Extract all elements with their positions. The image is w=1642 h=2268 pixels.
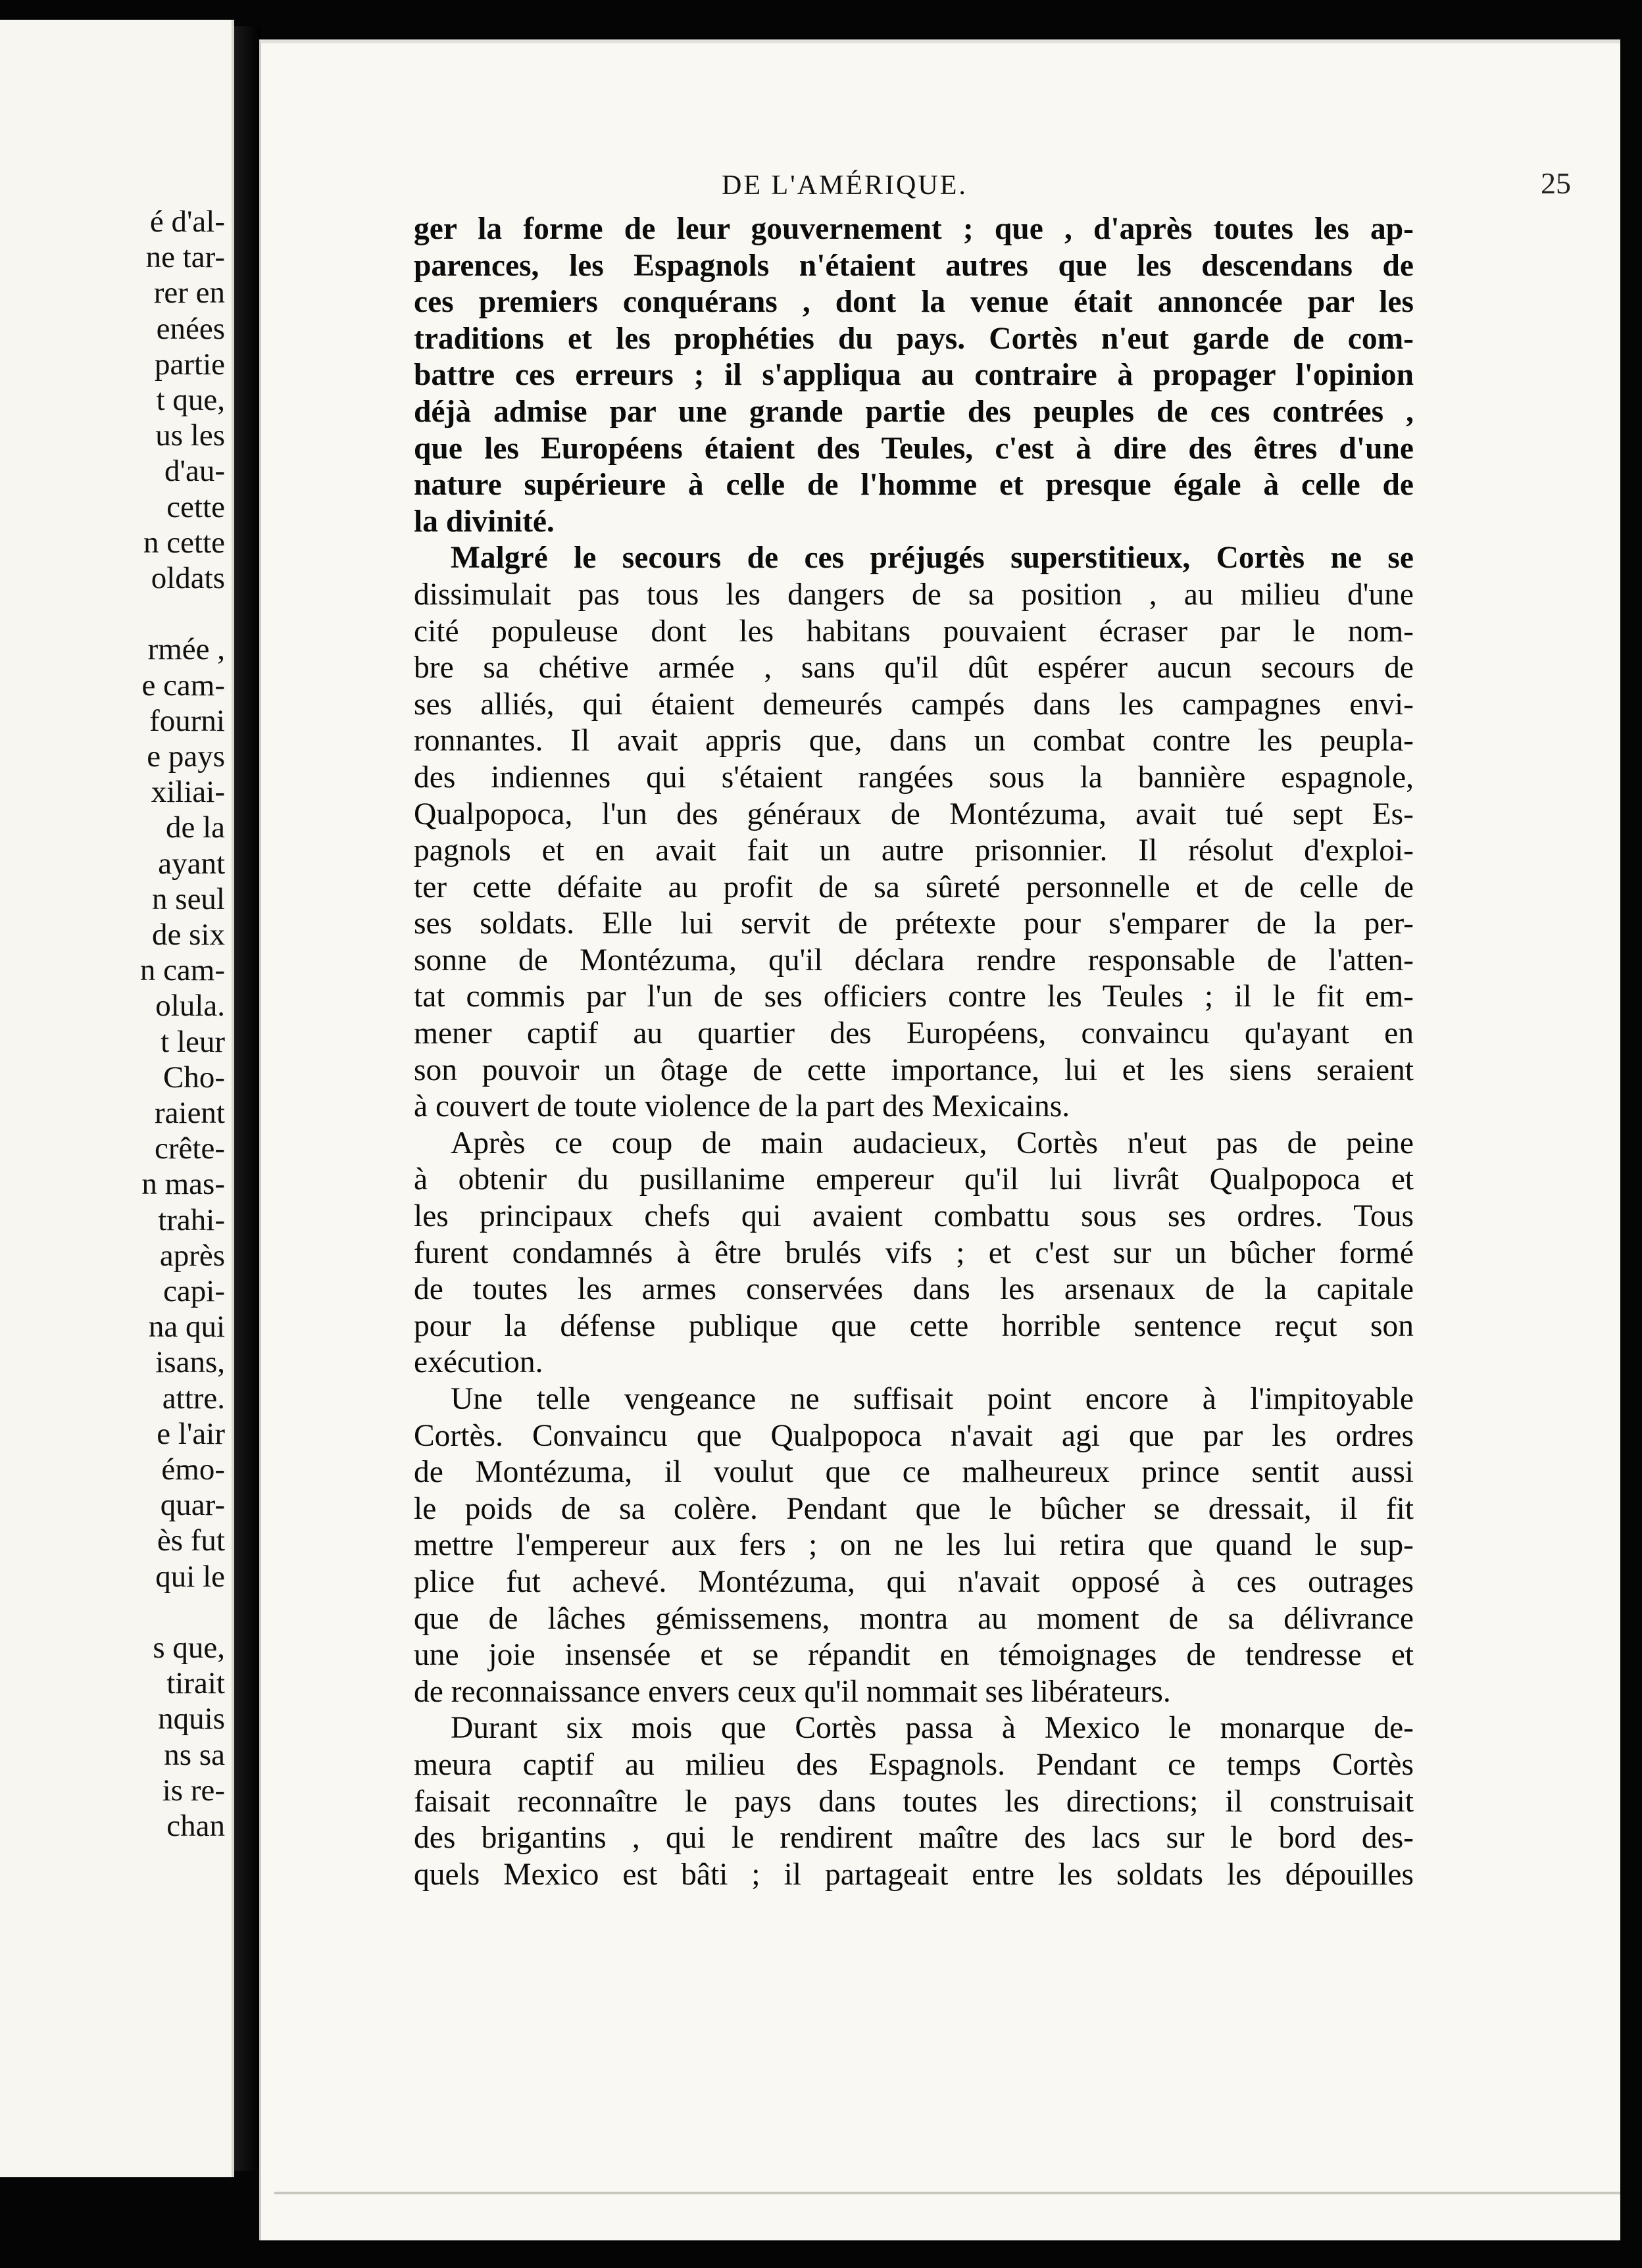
left-page-line: partie [155, 347, 225, 382]
left-page-line: n seul [152, 881, 225, 916]
text-line: la divinité. [414, 504, 555, 539]
text-line: de toutes les armes conservées dans les arsenaux de la capitale [414, 1272, 1414, 1307]
running-head: DE L'AMÉRIQUE. [722, 170, 968, 201]
left-page-line: t que, [156, 383, 225, 417]
text-line: ses alliés, qui étaient demeurés campés dans les campagnes envi- [414, 687, 1414, 722]
left-page-line: ne tar- [145, 240, 225, 275]
left-page-line: nquis [158, 1702, 225, 1737]
left-page-line: quar- [160, 1488, 225, 1523]
text-line: traditions et les prophéties du pays. Cortès n'eut garde de com- [414, 321, 1414, 356]
text-line: Durant six mois que Cortès passa à Mexico le monarque de- [451, 1711, 1414, 1746]
left-page-line: capi- [163, 1274, 225, 1308]
text-line: des indiennes qui s'étaient rangées sous la bannière espagnole, [414, 760, 1414, 795]
left-page-line: is re- [162, 1773, 225, 1808]
left-page-line: e pays [147, 739, 225, 774]
text-line: Malgré le secours de ces préjugés superstitieux, Cortès ne se [451, 541, 1414, 576]
left-page-line: ns sa [164, 1737, 225, 1772]
text-line: mettre l'empereur aux fers ; on ne les lui retira que quand le sup- [414, 1528, 1414, 1563]
left-page-line: rmée , [147, 632, 225, 667]
text-line: Après ce coup de main audacieux, Cortès n'eut pas de peine [451, 1125, 1414, 1160]
right-page [259, 39, 1620, 2240]
left-page-line: na qui [148, 1310, 225, 1344]
text-line: ger la forme de leur gouvernement ; que , d'après toutes les ap- [414, 212, 1414, 246]
left-page-line: de six [152, 918, 225, 952]
left-page-line: olula. [155, 989, 225, 1023]
left-page-line: é d'al- [149, 205, 225, 239]
text-line: une joie insensée et se répandit en témoignages de tendresse et [414, 1638, 1414, 1673]
left-page-line: chan [166, 1809, 225, 1843]
text-line: ses soldats. Elle lui servit de prétexte pour s'emparer de la per- [414, 906, 1414, 941]
left-page-line: t leur [161, 1024, 225, 1059]
text-line: Cortès. Convaincu que Qualpopoca n'avait agi que par les ordres [414, 1418, 1414, 1453]
text-line: nature supérieure à celle de l'homme et presque égale à celle de [414, 468, 1414, 503]
text-line: dissimulait pas tous les dangers de sa position , au milieu d'une [414, 577, 1414, 612]
text-line: à couvert de toute violence de la part des Mexicains. [414, 1089, 1070, 1124]
text-line: Une telle vengeance ne suffisait point encore à l'impitoyable [451, 1382, 1414, 1416]
page-number: 25 [1541, 166, 1571, 200]
left-page-line: raient [155, 1096, 225, 1130]
left-page-line: e cam- [141, 668, 225, 703]
left-page-line: ès fut [157, 1523, 225, 1558]
text-line: quels Mexico est bâti ; il partageait entre les soldats les dépouilles [414, 1857, 1414, 1892]
left-page-line: e l'air [157, 1416, 225, 1451]
left-page-line: cette [166, 489, 225, 524]
left-page-line: oldats [151, 561, 225, 595]
text-line: le poids de sa colère. Pendant que le bûcher se dressait, il fit [414, 1491, 1414, 1526]
left-page-line: rer en [153, 276, 225, 310]
left-page-line: n mas- [141, 1167, 225, 1202]
text-line: exécution. [414, 1345, 543, 1380]
left-page-line: émo- [161, 1452, 225, 1487]
text-line: furent condamnés à être brulés vifs ; et c'est sur un bûcher formé [414, 1235, 1414, 1270]
text-line: meura captif au milieu des Espagnols. Pendant ce temps Cortès [414, 1747, 1414, 1782]
text-line: ter cette défaite au profit de sa sûreté personnelle et de celle de [414, 870, 1414, 904]
left-page-line: enées [156, 311, 225, 346]
text-line: bre sa chétive armée , sans qu'il dût espérer aucun secours de [414, 651, 1414, 685]
text-line: ces premiers conquérans , dont la venue était annoncée par les [414, 285, 1414, 320]
left-page-line: ayant [158, 846, 225, 881]
text-line: parences, les Espagnols n'étaient autres que les descendans de [414, 248, 1414, 283]
left-page-line: us les [155, 418, 225, 453]
left-page-line: qui le [155, 1559, 225, 1594]
text-line: de reconnaissance envers ceux qu'il nommait ses libérateurs. [414, 1674, 1171, 1709]
text-line: que les Européens étaient des Teules, c'est à dire des êtres d'une [414, 431, 1414, 466]
text-line: de Montézuma, il voulut que ce malheureux prince sentit aussi [414, 1455, 1414, 1490]
left-page-line: de la [165, 810, 225, 845]
left-page-line: attre. [162, 1381, 225, 1416]
left-page-line: après [159, 1238, 225, 1273]
text-line: tat commis par l'un de ses officiers contre les Teules ; il le fit em- [414, 979, 1414, 1014]
text-line: Qualpopoca, l'un des généraux de Montézuma, avait tué sept Es- [414, 797, 1414, 831]
text-line: plice fut achevé. Montézuma, qui n'avait opposé à ces outrages [414, 1564, 1414, 1599]
left-page-line: n cette [143, 525, 225, 560]
text-line: à obtenir du pusillanime empereur qu'il lui livrât Qualpopoca et [414, 1162, 1414, 1197]
body-text [414, 211, 1414, 1893]
text-line: que de lâches gémissemens, montra au moment de sa délivrance [414, 1601, 1414, 1636]
text-line: des brigantins , qui le rendirent maître des lacs sur le bord des- [414, 1821, 1414, 1856]
left-page-line: tirait [166, 1666, 225, 1701]
left-page-line: Cho- [163, 1060, 225, 1095]
text-line: déjà admise par une grande partie des peuples de ces contrées , [414, 394, 1414, 429]
page-edge [274, 2186, 1620, 2194]
text-line: cité populeuse dont les habitans pouvaient écraser par le nom- [414, 614, 1414, 649]
left-page-line: trahi- [158, 1202, 225, 1237]
text-line: pour la défense publique que cette horrible sentence reçut son [414, 1308, 1414, 1343]
text-line: pagnols et en avait fait un autre prisonnier. Il résolut d'exploi- [414, 833, 1414, 868]
book-gutter [234, 26, 261, 2171]
text-line: faisait reconnaître le pays dans toutes les directions; il construisait [414, 1784, 1414, 1819]
text-line: mener captif au quartier des Européens, convaincu qu'ayant en [414, 1016, 1414, 1051]
text-line: son pouvoir un ôtage de cette importance, lui et les siens seraient [414, 1052, 1414, 1087]
left-page-line: fourni [149, 703, 225, 738]
left-page-fragment [0, 20, 234, 2177]
text-line: ronnantes. Il avait appris que, dans un combat contre les peupla- [414, 724, 1414, 758]
left-page-line: isans, [155, 1345, 225, 1380]
left-page-line: s que, [153, 1631, 225, 1665]
left-page-line: crête- [155, 1131, 225, 1166]
left-page-line: d'au- [164, 454, 225, 489]
left-page-line: n cam- [139, 953, 225, 988]
text-line: sonne de Montézuma, qu'il déclara rendre responsable de l'atten- [414, 943, 1414, 977]
text-line: les principaux chefs qui avaient combattu sous ses ordres. Tous [414, 1199, 1414, 1234]
page-content [261, 43, 1620, 2240]
left-page-line: xiliai- [151, 775, 225, 810]
text-line: battre ces erreurs ; il s'appliqua au contraire à propager l'opinion [414, 358, 1414, 393]
